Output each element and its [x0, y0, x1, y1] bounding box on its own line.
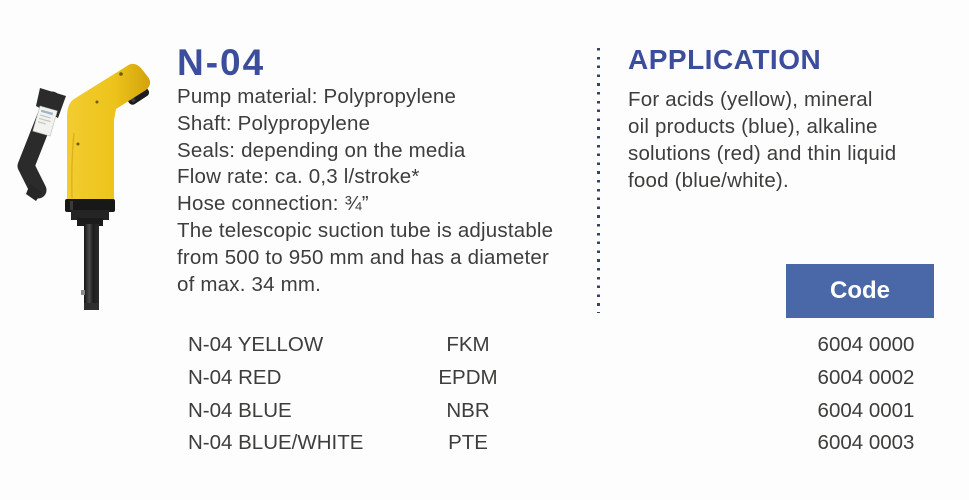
variant-seal-material: NBR [446, 398, 490, 422]
spec-line: Hose connection: ¾” [177, 192, 369, 216]
spec-line: Seals: depending on the media [177, 138, 466, 162]
variant-table [188, 329, 928, 460]
spec-line: of max. 34 mm. [177, 272, 322, 296]
variant-seal-material: EPDM [438, 365, 498, 389]
table-row [188, 362, 928, 395]
pump-collar-shape [65, 199, 115, 226]
variant-seal-material: PTE [448, 431, 488, 455]
variant-code: 6004 0000 [817, 333, 915, 356]
application-text [628, 86, 948, 194]
application-line: For acids (yellow), mineral [628, 88, 873, 111]
variant-code: 6004 0002 [817, 365, 915, 389]
product-title: N-04 [177, 42, 266, 83]
application-line: solutions (red) and thin liquid [628, 142, 897, 165]
variant-code: 6004 0003 [817, 431, 915, 455]
table-row [188, 329, 928, 362]
variant-code: 6004 0001 [817, 398, 915, 422]
variant-name: N-04 BLUE/WHITE [188, 431, 364, 455]
product-specs [177, 84, 607, 298]
product-photo-pump [0, 38, 160, 318]
pump-suction-tube-shape [81, 224, 99, 310]
code-column-header: Code [786, 264, 934, 318]
table-row [188, 395, 928, 428]
spec-line: The telescopic suction tube is adjustable [177, 218, 554, 242]
pump-handle-label [33, 106, 57, 136]
application-heading: APPLICATION [628, 44, 822, 75]
variant-name: N-04 YELLOW [188, 333, 324, 356]
application-line: oil products (blue), alkaline [628, 115, 878, 138]
variant-name: N-04 RED [188, 365, 282, 389]
pump-handle-shape [26, 88, 66, 201]
table-row [188, 427, 928, 460]
variant-name: N-04 BLUE [188, 398, 292, 422]
dotted-divider [597, 48, 600, 313]
application-line: food (blue/white). [628, 169, 789, 192]
spec-line: from 500 to 950 mm and has a diameter [177, 245, 550, 269]
spec-line: Flow rate: ca. 0,3 l/stroke* [177, 165, 420, 189]
spec-line: Shaft: Polypropylene [177, 111, 371, 135]
variant-seal-material: FKM [446, 333, 490, 356]
pump-body-shape [67, 64, 150, 203]
spec-line: Pump material: Polypropylene [177, 85, 457, 108]
